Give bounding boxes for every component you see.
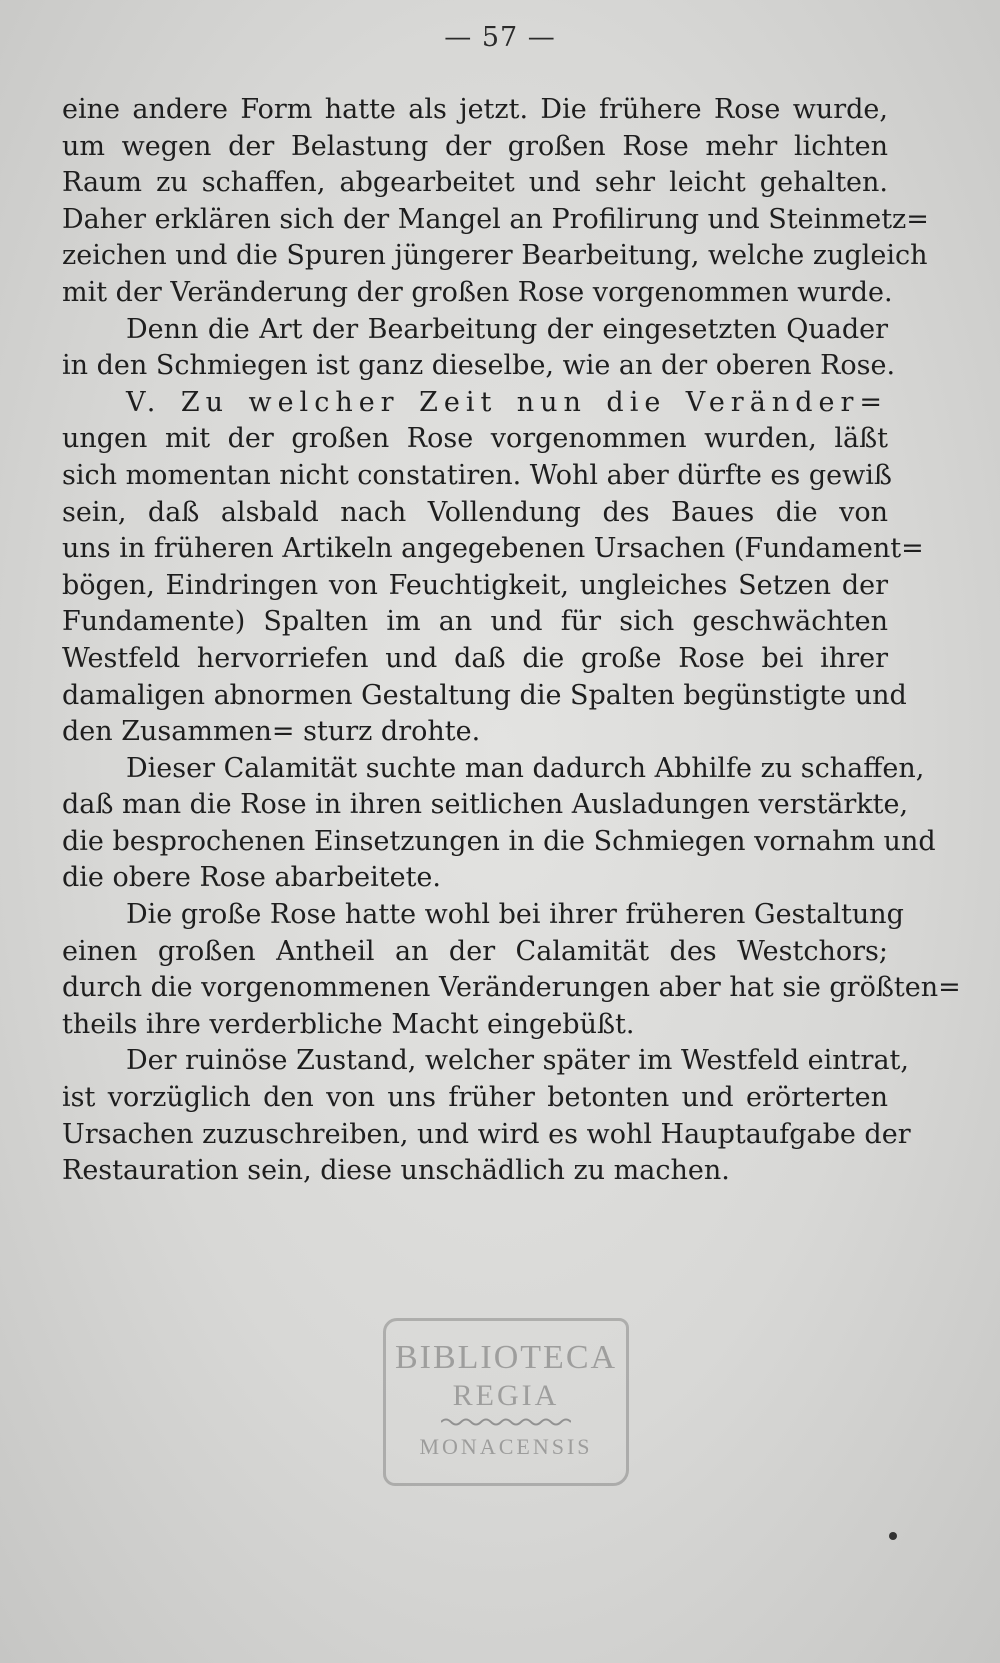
library-stamp [383,1318,629,1486]
text-line: Raum zu schaffen, abgearbeitet und sehr leicht gehalten. [62,167,888,199]
text-line: die obere Rose abarbeitete. [62,862,441,894]
text-line: Restauration sein, diese unschädlich zu machen. [62,1155,730,1187]
section-heading-line: V. Zu welcher Zeit nun die Veränder= [126,386,888,418]
text-line: um wegen der Belastung der großen Rose mehr lichten [62,130,888,162]
text-line: Denn die Art der Bearbeitung der eingesetzten Quader [126,313,888,345]
text-line: den Zusammen= sturz drohte. [62,716,481,748]
text-line: einen großen Antheil an der Calamität des Westchors; [62,935,888,967]
page-number: — 57 — [444,22,556,53]
text-line: sich momentan nicht constatiren. Wohl aber dürfte es gewiß [62,459,892,491]
text-line: damaligen abnormen Gestaltung die Spalten begünstigte und [62,679,907,711]
text-line: theils ihre verderbliche Macht eingebüßt. [62,1008,635,1040]
text-line: ist vorzüglich den von uns früher betonten und erörterten [62,1082,888,1114]
text-line: eine andere Form hatte als jetzt. Die frühere Rose wurde, [62,94,888,125]
text-line: Ursachen zuzuschreiben, und wird es wohl Hauptaufgabe der [62,1118,911,1150]
text-line: daß man die Rose in ihren seitlichen Ausladungen verstärkte, [62,789,909,821]
text-line: zeichen und die Spuren jüngerer Bearbeitung, welche zugleich [62,240,928,272]
text-line: die besprochenen Einsetzungen in die Schmiegen vornahm und [62,825,936,857]
text-line: Fundamente) Spalten im an und für sich geschwächten [62,606,888,638]
ink-speck [889,1532,897,1540]
text-line: ungen mit der großen Rose vorgenommen wurden, läßt [62,423,888,455]
stamp-text-line: BIBLIOTECA [394,1339,618,1376]
text-line: bögen, Eindringen von Feuchtigkeit, ungleiches Setzen der [62,569,888,601]
body-text [62,92,961,1190]
text-line: uns in früheren Artikeln angegebenen Ursachen (Fundament= [62,533,924,565]
text-line: durch die vorgenommenen Veränderungen aber hat sie größten= [62,972,961,1004]
text-line: in den Schmiegen ist ganz dieselbe, wie an der oberen Rose. [62,350,896,382]
text-line: Dieser Calamität suchte man dadurch Abhilfe zu schaffen, [126,752,925,784]
stamp-wave-ornament [441,1417,571,1427]
text-line: Daher erklären sich der Mangel an Profilirung und Steinmetz= [62,203,929,235]
text-line: Der ruinöse Zustand, welcher später im Westfeld eintrat, [126,1045,909,1077]
stamp-text-line: REGIA [452,1379,560,1412]
stamp-text-line: MONACENSIS [419,1434,593,1459]
text-line: mit der Veränderung der großen Rose vorgenommen wurde. [62,276,893,308]
text-line: sein, daß alsbald nach Vollendung des Baues die von [62,496,888,528]
text-line: Die große Rose hatte wohl bei ihrer früheren Gestaltung [126,899,904,931]
text-line: Westfeld hervorriefen und daß die große Rose bei ihrer [62,642,888,674]
